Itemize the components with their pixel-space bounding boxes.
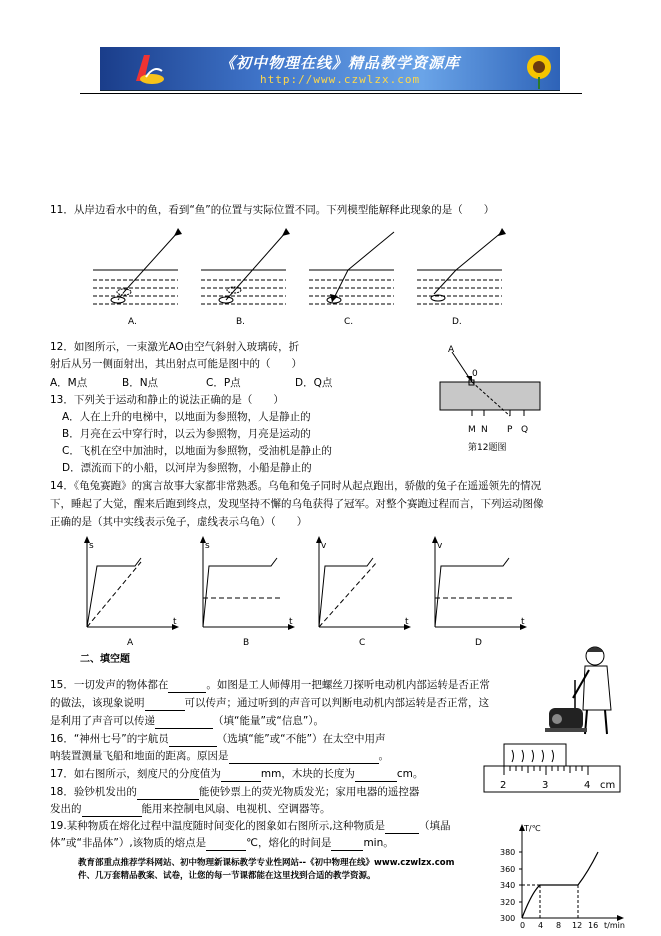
q14-a-xlabel: t	[173, 617, 177, 627]
graph-ylabel: T/℃	[524, 824, 541, 833]
q17-line	[50, 767, 423, 782]
q18-line2	[50, 802, 331, 817]
q12-line1: 12．如图所示，一束激光AO由空气斜射入玻璃砖，折	[50, 341, 300, 353]
q19-text-d: ℃，熔化的时间是	[246, 837, 332, 849]
q11-label-c: C.	[344, 317, 354, 327]
q11-label-a: A.	[128, 317, 137, 327]
graph-ytick-300: 300	[500, 914, 516, 923]
q19-blank-2[interactable]	[206, 836, 246, 851]
q14-graphs	[75, 532, 535, 650]
sunflower-icon	[520, 49, 558, 89]
q16-line1	[50, 732, 386, 747]
q14-graph-b	[200, 536, 295, 648]
q14-a-caption: A	[127, 638, 134, 648]
q17-blank-2[interactable]	[355, 767, 397, 782]
q16-blank-2[interactable]	[229, 749, 379, 764]
q13-option-a: A．人在上升的电梯中，以地面为参照物，人是静止的	[62, 411, 311, 423]
q18-blank-1[interactable]	[137, 785, 199, 800]
footer-line1: 教育部重点推荐学科网站、初中物理新课标教学专业性网站--《初中物理在线》www.czwlzx.com	[78, 858, 455, 868]
q11-label-d: D.	[452, 317, 462, 327]
q15-blank-3[interactable]	[155, 714, 213, 729]
q11-fig-d	[417, 228, 506, 327]
q15-line3	[50, 714, 324, 729]
graph-ytick-340: 340	[500, 881, 516, 890]
q14-line2: 下，睡起了大觉，醒来后跑到终点，发现坚持不懈的乌龟获得了冠军。对整个赛跑过程而言，下列运动图像	[50, 498, 544, 510]
q14-line3: 正确的是（其中实线表示兔子，虚线表示乌龟）（ ）	[50, 516, 308, 528]
q17-blank-1[interactable]	[221, 767, 261, 782]
q16-blank-1[interactable]	[169, 732, 217, 747]
q12-label-m: M	[468, 425, 476, 435]
q11-fig-a	[93, 228, 182, 327]
ruler-figure	[482, 742, 624, 794]
q18-blank-2[interactable]	[82, 802, 142, 817]
q12-label-a: A	[448, 345, 455, 355]
q17-text-c: cm。	[396, 768, 424, 780]
q18-text-b: 能使钞票上的荧光物质发光；家用电器的遥控器	[198, 786, 420, 798]
q12-label-q: Q	[521, 425, 529, 435]
q12-option-b: B．N点	[122, 377, 159, 389]
q13-stem: 13．下列关于运动和静止的说法正确的是（ ）	[50, 394, 284, 406]
graph-xtick-8: 8	[556, 921, 562, 930]
q14-a-ylabel: s	[89, 541, 94, 551]
q14-b-xlabel: t	[289, 617, 293, 627]
q14-graph-a	[84, 536, 179, 648]
q16-text-a: 16．“神州七号”的宇航员	[50, 733, 169, 745]
q15-text-d: 可以传声；通过听到的声音可以判断电动机内部运转是否正常，这	[184, 697, 489, 709]
graph-xtick-4: 4	[538, 921, 544, 930]
section-title: 二、填空题	[80, 654, 130, 665]
q18-text-c: 发出的	[50, 803, 82, 815]
ruler-tick-3: 3	[542, 780, 549, 791]
q14-c-ylabel: v	[321, 541, 327, 551]
q15-line2	[50, 696, 489, 711]
q12-line2: 射后从另一侧面射出，其出射点可能是图中的（ ）	[50, 358, 302, 370]
q14-graph-d	[432, 536, 527, 648]
q13-option-d: D．漂流而下的小船，以河岸为参照物，小船是静止的	[62, 462, 312, 474]
q12-label-o: 0	[472, 369, 478, 379]
q19-text-c: 体”或“非晶体”）,该物质的熔点是	[50, 837, 207, 849]
q15-blank-1[interactable]	[168, 678, 206, 693]
ruler-unit: cm	[600, 780, 616, 791]
q12-caption: 第12题图	[468, 443, 507, 453]
worker-motor-figure	[545, 640, 623, 735]
q19-text-b: （填晶	[419, 820, 451, 832]
q17-text-a: 17．如右图所示，刻度尺的分度值为	[50, 768, 221, 780]
q19-blank-1[interactable]	[385, 819, 419, 834]
q11-figures	[88, 222, 558, 332]
q12-option-c: C．P点	[206, 377, 241, 389]
q19-blank-3[interactable]	[331, 836, 363, 851]
graph-xtick-0: 0	[520, 921, 526, 930]
q14-d-xlabel: t	[521, 617, 525, 627]
q14-graph-c	[316, 536, 411, 648]
q11-fig-b	[201, 228, 290, 327]
q13-option-c: C．飞机在空中加油时，以地面为参照物，受油机是静止的	[62, 445, 332, 457]
logo-icon	[128, 51, 168, 87]
q11-fig-c	[309, 232, 394, 327]
graph-xlabel: t/min	[604, 921, 625, 930]
q12-option-a: A．M点	[50, 377, 88, 389]
graph-ytick-360: 360	[500, 865, 516, 874]
q15-text-c: 的做法，该现象说明	[50, 697, 145, 709]
q19-line2	[50, 836, 394, 851]
q15-blank-2[interactable]	[145, 696, 185, 711]
q19-line1	[50, 819, 451, 834]
q15-text-b: 。如图是工人师傅用一把螺丝刀探听电动机内部运转是否正常	[206, 679, 490, 691]
q16-line2	[50, 749, 389, 764]
q12-label-n: N	[481, 425, 488, 435]
q18-text-a: 18．验钞机发出的	[50, 786, 137, 798]
q14-c-xlabel: t	[405, 617, 409, 627]
q16-text-c: 呐装置测量飞船和地面的距离。原因是	[50, 750, 229, 762]
q14-b-ylabel: s	[205, 541, 210, 551]
q12-label-p: P	[507, 425, 513, 435]
q14-d-caption: D	[475, 638, 482, 648]
q14-b-caption: B	[243, 638, 250, 648]
q13-option-b: B．月亮在云中穿行时，以云为参照物，月亮是运动的	[62, 428, 311, 440]
q16-text-d: 。	[378, 750, 389, 762]
ruler-tick-4: 4	[584, 780, 591, 791]
q12-option-d: D．Q点	[295, 377, 333, 389]
header-rule	[80, 93, 582, 94]
graph-ytick-380: 380	[500, 848, 516, 857]
q15-text-e: 是利用了声音可以传递	[50, 715, 155, 727]
q17-text-b: mm，木块的长度为	[260, 768, 355, 780]
q14-c-caption: C	[359, 638, 366, 648]
q18-line1	[50, 785, 419, 800]
q15-text-f: （填“能量”或“信息”）。	[213, 715, 325, 727]
melting-curve-graph	[498, 822, 628, 932]
footer-line2: 件、几万套精品教案、试卷，让您的每一节课都能在这里找到合适的教学资源。	[78, 871, 376, 881]
q14-d-ylabel: v	[437, 541, 443, 551]
q18-text-d: 能用来控制电风扇、电视机、空调器等。	[141, 803, 331, 815]
graph-xtick-16: 16	[588, 921, 599, 930]
q12-figure	[432, 340, 552, 460]
graph-xtick-12: 12	[572, 921, 583, 930]
q15-line1	[50, 678, 490, 693]
q19-text-e: min。	[363, 837, 394, 849]
banner-title: 《初中物理在线》精品教学资源库	[220, 54, 461, 72]
q16-text-b: （选填“能”或“不能”）在太空中用声	[216, 733, 386, 745]
q19-text-a: 19.某种物质在熔化过程中温度随时间变化的图象如右图所示,这种物质是	[50, 820, 386, 832]
header-banner	[100, 47, 560, 91]
q11-text: 11．从岸边看水中的鱼，看到“鱼”的位置与实际位置不同。下列模型能解释此现象的是（ ）	[50, 204, 495, 216]
q11-label-b: B.	[236, 317, 246, 327]
ruler-tick-2: 2	[500, 780, 507, 791]
graph-ytick-320: 320	[500, 898, 516, 907]
q14-line1: 14．《龟兔赛跑》的寓言故事大家都非常熟悉。乌龟和兔子同时从起点跑出，骄傲的兔子在遥遥领先的情况	[50, 480, 542, 492]
banner-url[interactable]: http://www.czwlzx.com	[260, 73, 421, 86]
q15-text-a: 15．一切发声的物体都在	[50, 679, 169, 691]
